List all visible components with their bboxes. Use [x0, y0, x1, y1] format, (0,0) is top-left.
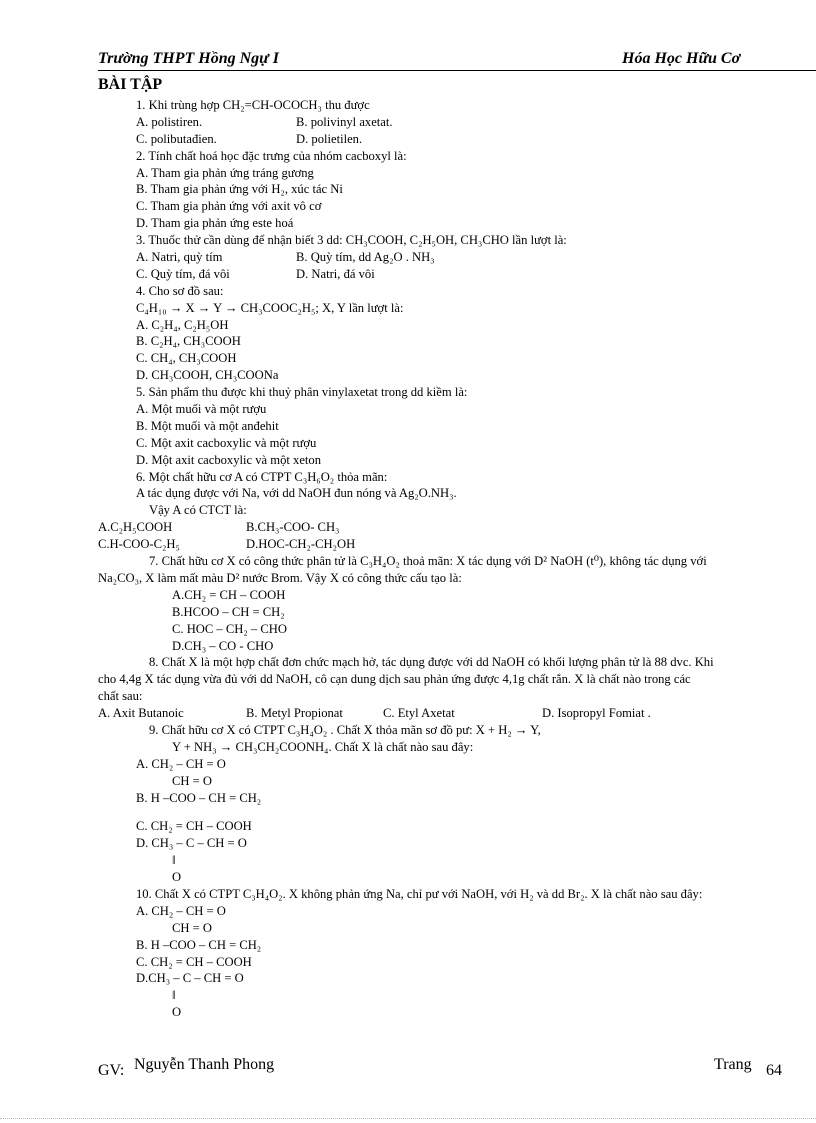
option-text: C. Etyl Axetat	[383, 706, 455, 721]
text-line	[98, 920, 816, 937]
text-line	[98, 452, 816, 469]
text-line	[98, 638, 816, 655]
line-text: C₄H₁₀ → X → Y → CH₃COOC₂H₅; X, Y lần lượt là:	[136, 300, 404, 315]
text-line	[98, 937, 816, 954]
page-number: 64	[766, 1062, 782, 1079]
line-text: C. CH₄, CH₃COOH	[136, 351, 237, 366]
line-text: Na₂CO₃, X làm mất màu D² nước Brom. Vậy X có công thức cấu tạo là:	[98, 570, 462, 585]
text-line	[98, 654, 816, 671]
option-text: C. polibutađien.	[136, 131, 217, 146]
line-text: 8. Chất X là một hợp chất đơn chức mạch hở, tác dụng được với dd NaOH có khối lượng phân tử là 88 dvc. Khi	[149, 655, 714, 670]
text-line	[98, 987, 816, 1004]
line-text: B.HCOO – CH = CH₂	[172, 604, 285, 619]
option-text: B. polivinyl axetat.	[296, 114, 393, 129]
text-line	[98, 215, 816, 232]
line-text: O	[172, 870, 182, 885]
text-line	[98, 570, 816, 587]
line-text: C. Tham gia phản ứng với axit vô cơ	[136, 199, 322, 214]
text-line	[98, 317, 816, 334]
text-line	[98, 333, 816, 350]
text-line	[98, 367, 816, 384]
option-text: A.C₂H₅COOH	[98, 520, 173, 535]
school-name: Trường THPT Hồng Ngự I	[98, 50, 279, 67]
text-line	[98, 97, 816, 114]
text-line	[98, 773, 816, 790]
text-line	[98, 165, 816, 182]
line-text: 1. Khi trùng hợp CH₂=CH-OCOCH₃ thu được	[136, 98, 370, 112]
line-text: CH = O	[172, 920, 212, 935]
option-text: A. Axit Butanoic	[98, 706, 184, 721]
line-text: D. CH₃COOH, CH₃COONa	[136, 368, 279, 383]
line-text: D.CH₃ – CO - CHO	[172, 638, 274, 653]
text-line	[98, 705, 816, 722]
line-text: C. CH₂ = CH – COOH	[136, 954, 252, 969]
text-line	[98, 1004, 816, 1021]
line-text: 4. Cho sơ đồ sau:	[136, 283, 224, 298]
line-text: 3. Thuốc thử cần dùng để nhận biết 3 dd: CH₃COOH, C₂H₅OH, CH₃CHO lần lượt là:	[136, 233, 567, 248]
text-line	[98, 587, 816, 604]
line-text: B. H –COO – CH = CH₂	[136, 790, 262, 805]
text-line	[98, 350, 816, 367]
text-line	[98, 818, 816, 835]
line-text: A. CH₂ – CH = O	[136, 756, 226, 771]
option-text: D. Isopropyl Fomiat .	[542, 706, 651, 721]
line-text: C. Một axit cacboxylic và một rượu	[136, 435, 317, 450]
teacher-label: GV:	[98, 1062, 125, 1079]
line-text: C. HOC – CH₂ – CHO	[172, 621, 287, 636]
text-line	[98, 469, 816, 486]
line-text: O	[172, 1005, 182, 1020]
text-line	[98, 869, 816, 886]
text-line	[98, 198, 816, 215]
text-line	[98, 232, 816, 249]
page-label: Trang	[714, 1056, 752, 1073]
line-text: ‖	[172, 988, 176, 1003]
line-text: 6. Một chất hữu cơ A có CTPT C₃H₆O₂ thỏa mãn:	[136, 469, 388, 484]
text-line	[98, 553, 816, 570]
exercise-list	[98, 97, 816, 1021]
option-text: A. polistiren.	[136, 114, 203, 129]
text-line	[98, 756, 816, 773]
text-line	[98, 401, 816, 418]
option-text: C.H-COO-C₂H₅	[98, 537, 180, 552]
option-text: D. Natri, đá vôi	[296, 266, 375, 281]
text-line	[98, 485, 816, 502]
text-line	[98, 671, 816, 688]
text-line	[98, 148, 816, 165]
line-text: B. H –COO – CH = CH₂	[136, 937, 262, 952]
option-text: A. Natri, quỳ tím	[136, 250, 223, 265]
text-line	[98, 249, 816, 266]
text-line	[98, 114, 816, 131]
line-text: D. CH₃ – C – CH = O	[136, 836, 247, 851]
line-text: chất sau:	[98, 689, 143, 704]
teacher-name: Nguyễn Thanh Phong	[134, 1056, 275, 1073]
text-line	[98, 852, 816, 869]
text-line	[98, 131, 816, 148]
text-line	[98, 283, 816, 300]
line-text: A. Tham gia phản ứng tráng gương	[136, 165, 314, 180]
text-line	[98, 688, 816, 705]
line-text: ‖	[172, 853, 176, 868]
text-line	[98, 435, 816, 452]
line-text: 9. Chất hữu cơ X có CTPT C₃H₄O₂ . Chất X thỏa mãn sơ đồ pư: X + H₂ → Y,	[149, 722, 541, 737]
text-line	[98, 536, 816, 553]
line-text: D. Tham gia phản ứng este hoá	[136, 216, 294, 231]
text-line	[98, 384, 816, 401]
line-text: A.CH₂ = CH – COOH	[172, 587, 286, 602]
text-line	[98, 418, 816, 435]
line-text: A. C₂H₄, C₂H₅OH	[136, 317, 229, 332]
line-text: cho 4,4g X tác dụng vừa đủ với dd NaOH, cô cạn dung dịch sau phản ứng được 4,1g chất rắn. X là chất nào trong các	[98, 672, 691, 687]
text-line	[98, 604, 816, 621]
line-text: CH = O	[172, 773, 212, 788]
text-line	[98, 181, 816, 198]
line-text: B. Một muối và một anđehit	[136, 418, 279, 433]
text-line	[98, 903, 816, 920]
text-line	[98, 835, 816, 852]
line-text: 7. Chất hữu cơ X có công thức phân tử là C₃H₄O₂ thoả mãn: X tác dụng với D² NaOH (t⁰), không tác dụng với	[149, 554, 707, 569]
text-line	[98, 621, 816, 638]
line-text: 2. Tính chất hoá học đặc trưng của nhóm cacboxyl là:	[136, 148, 407, 163]
line-text: 10. Chất X có CTPT C₃H₄O₂. X không phản ứng Na, chỉ pư với NaOH, với H₂ và dd Br₂. X là chất nào sau đây:	[136, 886, 703, 901]
option-text: C. Quỳ tím, đá vôi	[136, 266, 230, 281]
option-text: D. polietilen.	[296, 131, 363, 146]
line-text: D. Một axit cacboxylic và một xeton	[136, 452, 322, 467]
line-text: 5. Sản phẩm thu được khi thuỷ phân vinylaxetat trong dd kiềm là:	[136, 385, 468, 400]
line-text: B. Tham gia phản ứng với H₂, xúc tác Ni	[136, 182, 343, 197]
line-text: A tác dụng được với Na, với dd NaOH đun nóng và Ag₂O.NH₃.	[136, 486, 457, 501]
line-text: C. CH₂ = CH – COOH	[136, 819, 252, 834]
text-line	[98, 790, 816, 807]
text-line	[98, 970, 816, 987]
option-text: D.HOC-CH₂-CH₂OH	[246, 537, 356, 552]
line-text: B. C₂H₄, CH₃COOH	[136, 334, 241, 349]
text-line	[98, 266, 816, 283]
text-line	[98, 886, 816, 903]
page-header	[98, 48, 816, 71]
line-text: D.CH₃ – C – CH = O	[136, 971, 244, 986]
line-text: A. Một muối và một rượu	[136, 402, 267, 417]
bottom-divider	[0, 1118, 816, 1119]
line-text: Y + NH₃ → CH₃CH₂COONH₄. Chất X là chất nào sau đây:	[172, 739, 474, 754]
text-line	[98, 502, 816, 519]
spacer	[98, 806, 816, 818]
text-line	[98, 519, 816, 536]
option-text: B.CH₃-COO- CH₃	[246, 520, 340, 535]
option-text: B. Quỳ tím, dd Ag₂O . NH₃	[296, 250, 435, 265]
text-line	[98, 722, 816, 739]
line-text: Vậy A có CTCT là:	[149, 503, 247, 518]
subject-name: Hóa Học Hữu Cơ	[622, 50, 741, 67]
option-text: B. Metyl Propionat	[246, 706, 343, 721]
text-line	[98, 300, 816, 317]
section-title: BÀI TẬP	[98, 76, 163, 93]
text-line	[98, 954, 816, 971]
line-text: A. CH₂ – CH = O	[136, 903, 226, 918]
text-line	[98, 739, 816, 756]
